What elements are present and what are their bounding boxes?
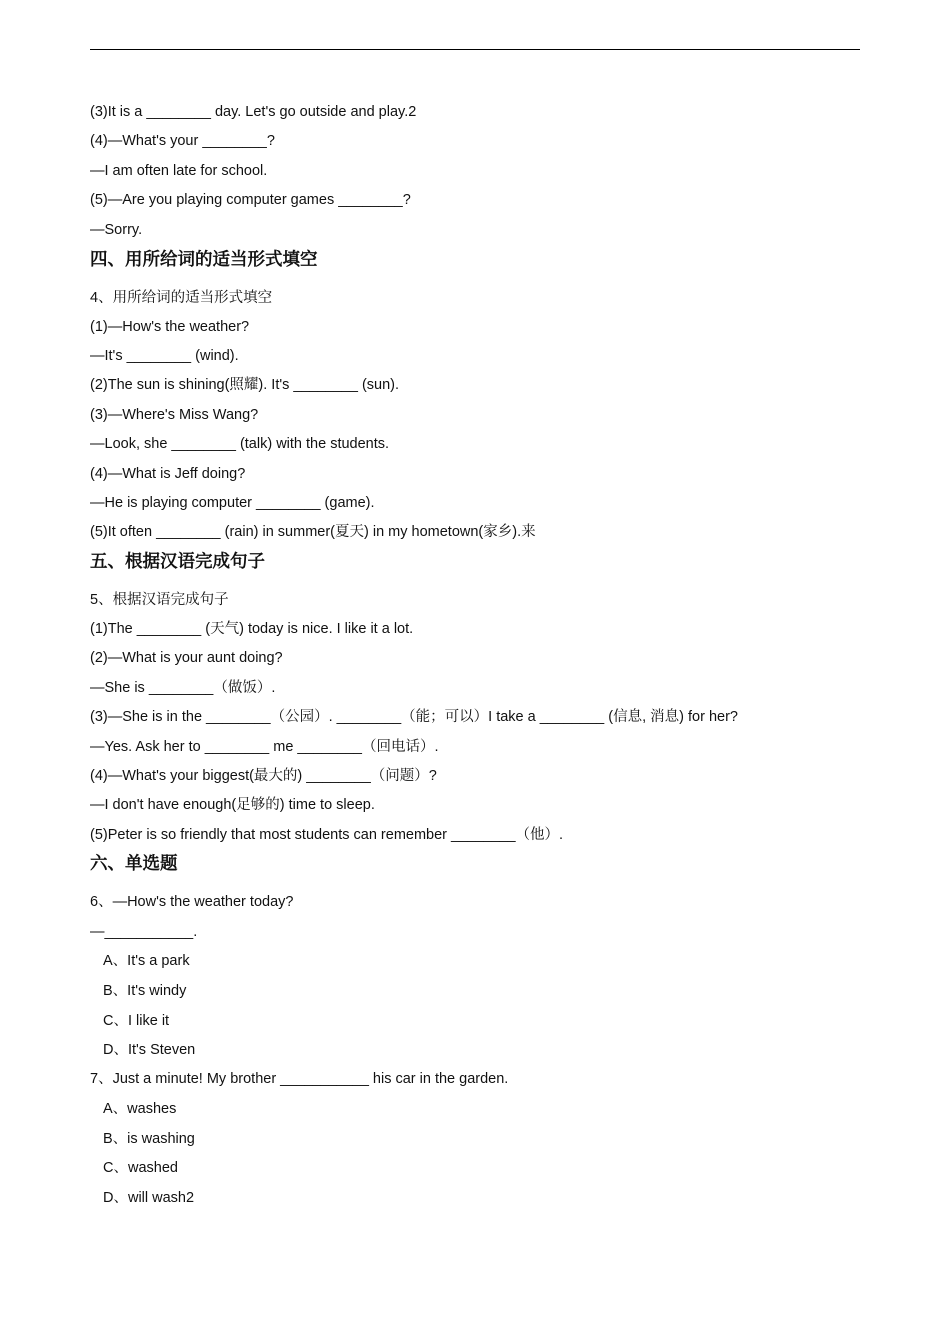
question-stem: 7、Just a minute! My brother ___________ his car in the garden.	[90, 1071, 509, 1087]
option-d: D、will wash2	[103, 1190, 195, 1206]
option-b: B、It's windy	[103, 983, 187, 999]
question-stem: 6、—How's the weather today?	[90, 894, 294, 910]
question-line: (1)—How's the weather?	[90, 319, 250, 335]
question-line: (4)—What is Jeff doing?	[90, 466, 246, 482]
question-line: (5)It often ________ (rain) in summer(夏天) in my hometown(家乡).来	[90, 524, 536, 540]
question-line: (3)—Where's Miss Wang?	[90, 407, 259, 423]
question-line: —He is playing computer ________ (game).	[90, 495, 375, 511]
question-title: 5、根据汉语完成句子	[90, 592, 229, 608]
option-a: A、It's a park	[103, 953, 190, 969]
question-line: —Look, she ________ (talk) with the students.	[90, 436, 390, 452]
header-rule	[90, 49, 860, 50]
question-line: (4)—What's your biggest(最大的) ________（问题）?	[90, 768, 437, 784]
question-line: —It's ________ (wind).	[90, 348, 239, 364]
question-line: (4)—What's your ________?	[90, 133, 275, 149]
section-heading: 五、根据汉语完成句子	[90, 552, 265, 572]
question-line: —I don't have enough(足够的) time to sleep.	[90, 797, 375, 813]
question-line: —Sorry.	[90, 222, 143, 238]
question-line: —Yes. Ask her to ________ me ________（回电话）.	[90, 739, 439, 755]
question-line: (3)It is a ________ day. Let's go outside and play.2	[90, 104, 417, 120]
question-line: (5)—Are you playing computer games ________?	[90, 192, 411, 208]
option-d: D、It's Steven	[103, 1042, 196, 1058]
question-line: —I am often late for school.	[90, 163, 268, 179]
question-line: —She is ________（做饭）.	[90, 680, 276, 696]
option-c: C、I like it	[103, 1013, 170, 1029]
question-title: 4、用所给词的适当形式填空	[90, 290, 273, 306]
question-line: (5)Peter is so friendly that most students can remember ________（他）.	[90, 827, 564, 843]
option-c: C、washed	[103, 1160, 178, 1176]
question-line: (2)The sun is shining(照耀). It's ________ (sun).	[90, 377, 400, 393]
question-line: (2)—What is your aunt doing?	[90, 650, 283, 666]
option-b: B、is washing	[103, 1131, 195, 1147]
question-blank: —___________.	[90, 924, 198, 940]
option-a: A、washes	[103, 1101, 177, 1117]
section-heading: 四、用所给词的适当形式填空	[90, 250, 318, 270]
question-line: (3)—She is in the ________（公园）. ________（能；可以）I take a ________ (信息, 消息) for her?	[90, 709, 738, 725]
question-line: (1)The ________ (天气) today is nice. I like it a lot.	[90, 621, 414, 637]
section-heading: 六、单选题	[90, 854, 178, 874]
